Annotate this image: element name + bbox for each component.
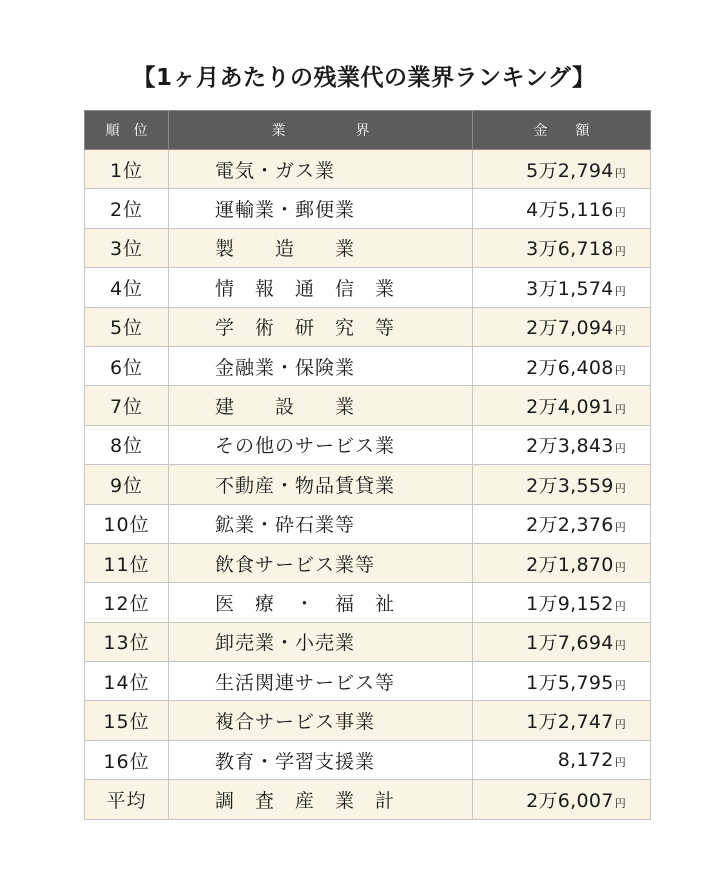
rank-cell: 11位 (85, 543, 169, 582)
amount-value: 2万7,094 (526, 317, 614, 340)
amount-cell (473, 740, 651, 779)
industry-cell: 学 術 研 究 等 (169, 307, 473, 346)
table-row (85, 543, 651, 582)
rank-cell: 14位 (85, 662, 169, 701)
amount-value: 5万2,794 (526, 159, 614, 182)
rank-cell: 9位 (85, 465, 169, 504)
industry-cell: 電気・ガス業 (169, 150, 473, 189)
rank-cell: 16位 (85, 740, 169, 779)
amount-cell (473, 504, 651, 543)
amount-value: 8,172 (557, 749, 614, 772)
table-row (85, 150, 651, 189)
amount-cell (473, 425, 651, 464)
amount-cell (473, 780, 651, 819)
table-header (85, 111, 651, 150)
table-row (85, 425, 651, 464)
industry-cell: 飲食サービス業等 (169, 543, 473, 582)
amount-value: 2万1,870 (526, 553, 614, 576)
amount-cell (473, 150, 651, 189)
amount-cell (473, 268, 651, 307)
industry-cell: 不動産・物品賃貸業 (169, 465, 473, 504)
rank-cell: 13位 (85, 622, 169, 661)
table-row (85, 504, 651, 543)
industry-cell: 調 査 産 業 計 (169, 780, 473, 819)
rank-cell: 1位 (85, 150, 169, 189)
table-row (85, 780, 651, 819)
currency-unit: 円 (614, 560, 626, 574)
amount-value: 2万6,408 (526, 356, 614, 379)
rank-cell: 5位 (85, 307, 169, 346)
amount-value: 3万6,718 (526, 238, 614, 261)
rank-cell: 7位 (85, 386, 169, 425)
amount-cell (473, 622, 651, 661)
column-header-amount: 金 額 (473, 111, 651, 150)
amount-value: 4万5,116 (526, 199, 614, 222)
amount-cell (473, 701, 651, 740)
amount-value: 2万6,007 (526, 789, 614, 812)
rank-cell: 12位 (85, 583, 169, 622)
amount-value: 2万4,091 (526, 396, 614, 419)
amount-cell (473, 346, 651, 385)
amount-value: 2万2,376 (526, 514, 614, 537)
rank-cell: 15位 (85, 701, 169, 740)
rank-cell: 3位 (85, 228, 169, 267)
amount-cell (473, 189, 651, 228)
table-row (85, 701, 651, 740)
rank-cell: 6位 (85, 346, 169, 385)
currency-unit: 円 (614, 521, 626, 535)
industry-cell: 医 療 ・ 福 祉 (169, 583, 473, 622)
table-body (85, 150, 651, 820)
currency-unit: 円 (614, 756, 626, 770)
rank-cell: 4位 (85, 268, 169, 307)
table-row (85, 622, 651, 661)
currency-unit: 円 (614, 718, 626, 732)
currency-unit: 円 (614, 678, 626, 692)
currency-unit: 円 (614, 245, 626, 259)
currency-unit: 円 (614, 599, 626, 613)
amount-cell (473, 543, 651, 582)
table-row (85, 346, 651, 385)
amount-value: 1万5,795 (526, 671, 614, 694)
industry-cell: 運輸業・郵便業 (169, 189, 473, 228)
currency-unit: 円 (614, 481, 626, 495)
table-row (85, 268, 651, 307)
amount-cell (473, 228, 651, 267)
table-row (85, 740, 651, 779)
amount-value: 3万1,574 (526, 277, 614, 300)
currency-unit: 円 (614, 284, 626, 298)
currency-unit: 円 (614, 206, 626, 220)
amount-cell (473, 386, 651, 425)
industry-cell: 建 設 業 (169, 386, 473, 425)
amount-value: 1万2,747 (526, 711, 614, 734)
table-row (85, 386, 651, 425)
currency-unit: 円 (614, 324, 626, 338)
ranking-table (84, 110, 651, 820)
table-row (85, 583, 651, 622)
table-row (85, 307, 651, 346)
currency-unit: 円 (614, 363, 626, 377)
page-title: 【1ヶ月あたりの残業代の業界ランキング】 (132, 65, 596, 91)
column-header-rank: 順 位 (85, 111, 169, 150)
amount-cell (473, 465, 651, 504)
currency-unit: 円 (614, 796, 626, 810)
rank-cell: 8位 (85, 425, 169, 464)
currency-unit: 円 (614, 442, 626, 456)
industry-cell: 金融業・保険業 (169, 346, 473, 385)
amount-cell (473, 583, 651, 622)
table-row (85, 662, 651, 701)
currency-unit: 円 (614, 403, 626, 417)
currency-unit: 円 (614, 639, 626, 653)
industry-cell: 鉱業・砕石業等 (169, 504, 473, 543)
industry-cell: 複合サービス事業 (169, 701, 473, 740)
rank-cell: 10位 (85, 504, 169, 543)
rank-cell: 平均 (85, 780, 169, 819)
table-row (85, 228, 651, 267)
table-row (85, 465, 651, 504)
amount-value: 1万7,694 (526, 632, 614, 655)
amount-cell (473, 662, 651, 701)
industry-cell: その他のサービス業 (169, 425, 473, 464)
column-header-industry: 業 界 (169, 111, 473, 150)
amount-value: 1万9,152 (526, 592, 614, 615)
amount-cell (473, 307, 651, 346)
industry-cell: 生活関連サービス等 (169, 662, 473, 701)
table-row (85, 189, 651, 228)
amount-value: 2万3,843 (526, 435, 614, 458)
industry-cell: 教育・学習支援業 (169, 740, 473, 779)
rank-cell: 2位 (85, 189, 169, 228)
industry-cell: 卸売業・小売業 (169, 622, 473, 661)
industry-cell: 製 造 業 (169, 228, 473, 267)
industry-cell: 情 報 通 信 業 (169, 268, 473, 307)
currency-unit: 円 (614, 166, 626, 180)
amount-value: 2万3,559 (526, 474, 614, 497)
table-header-row (85, 111, 651, 150)
